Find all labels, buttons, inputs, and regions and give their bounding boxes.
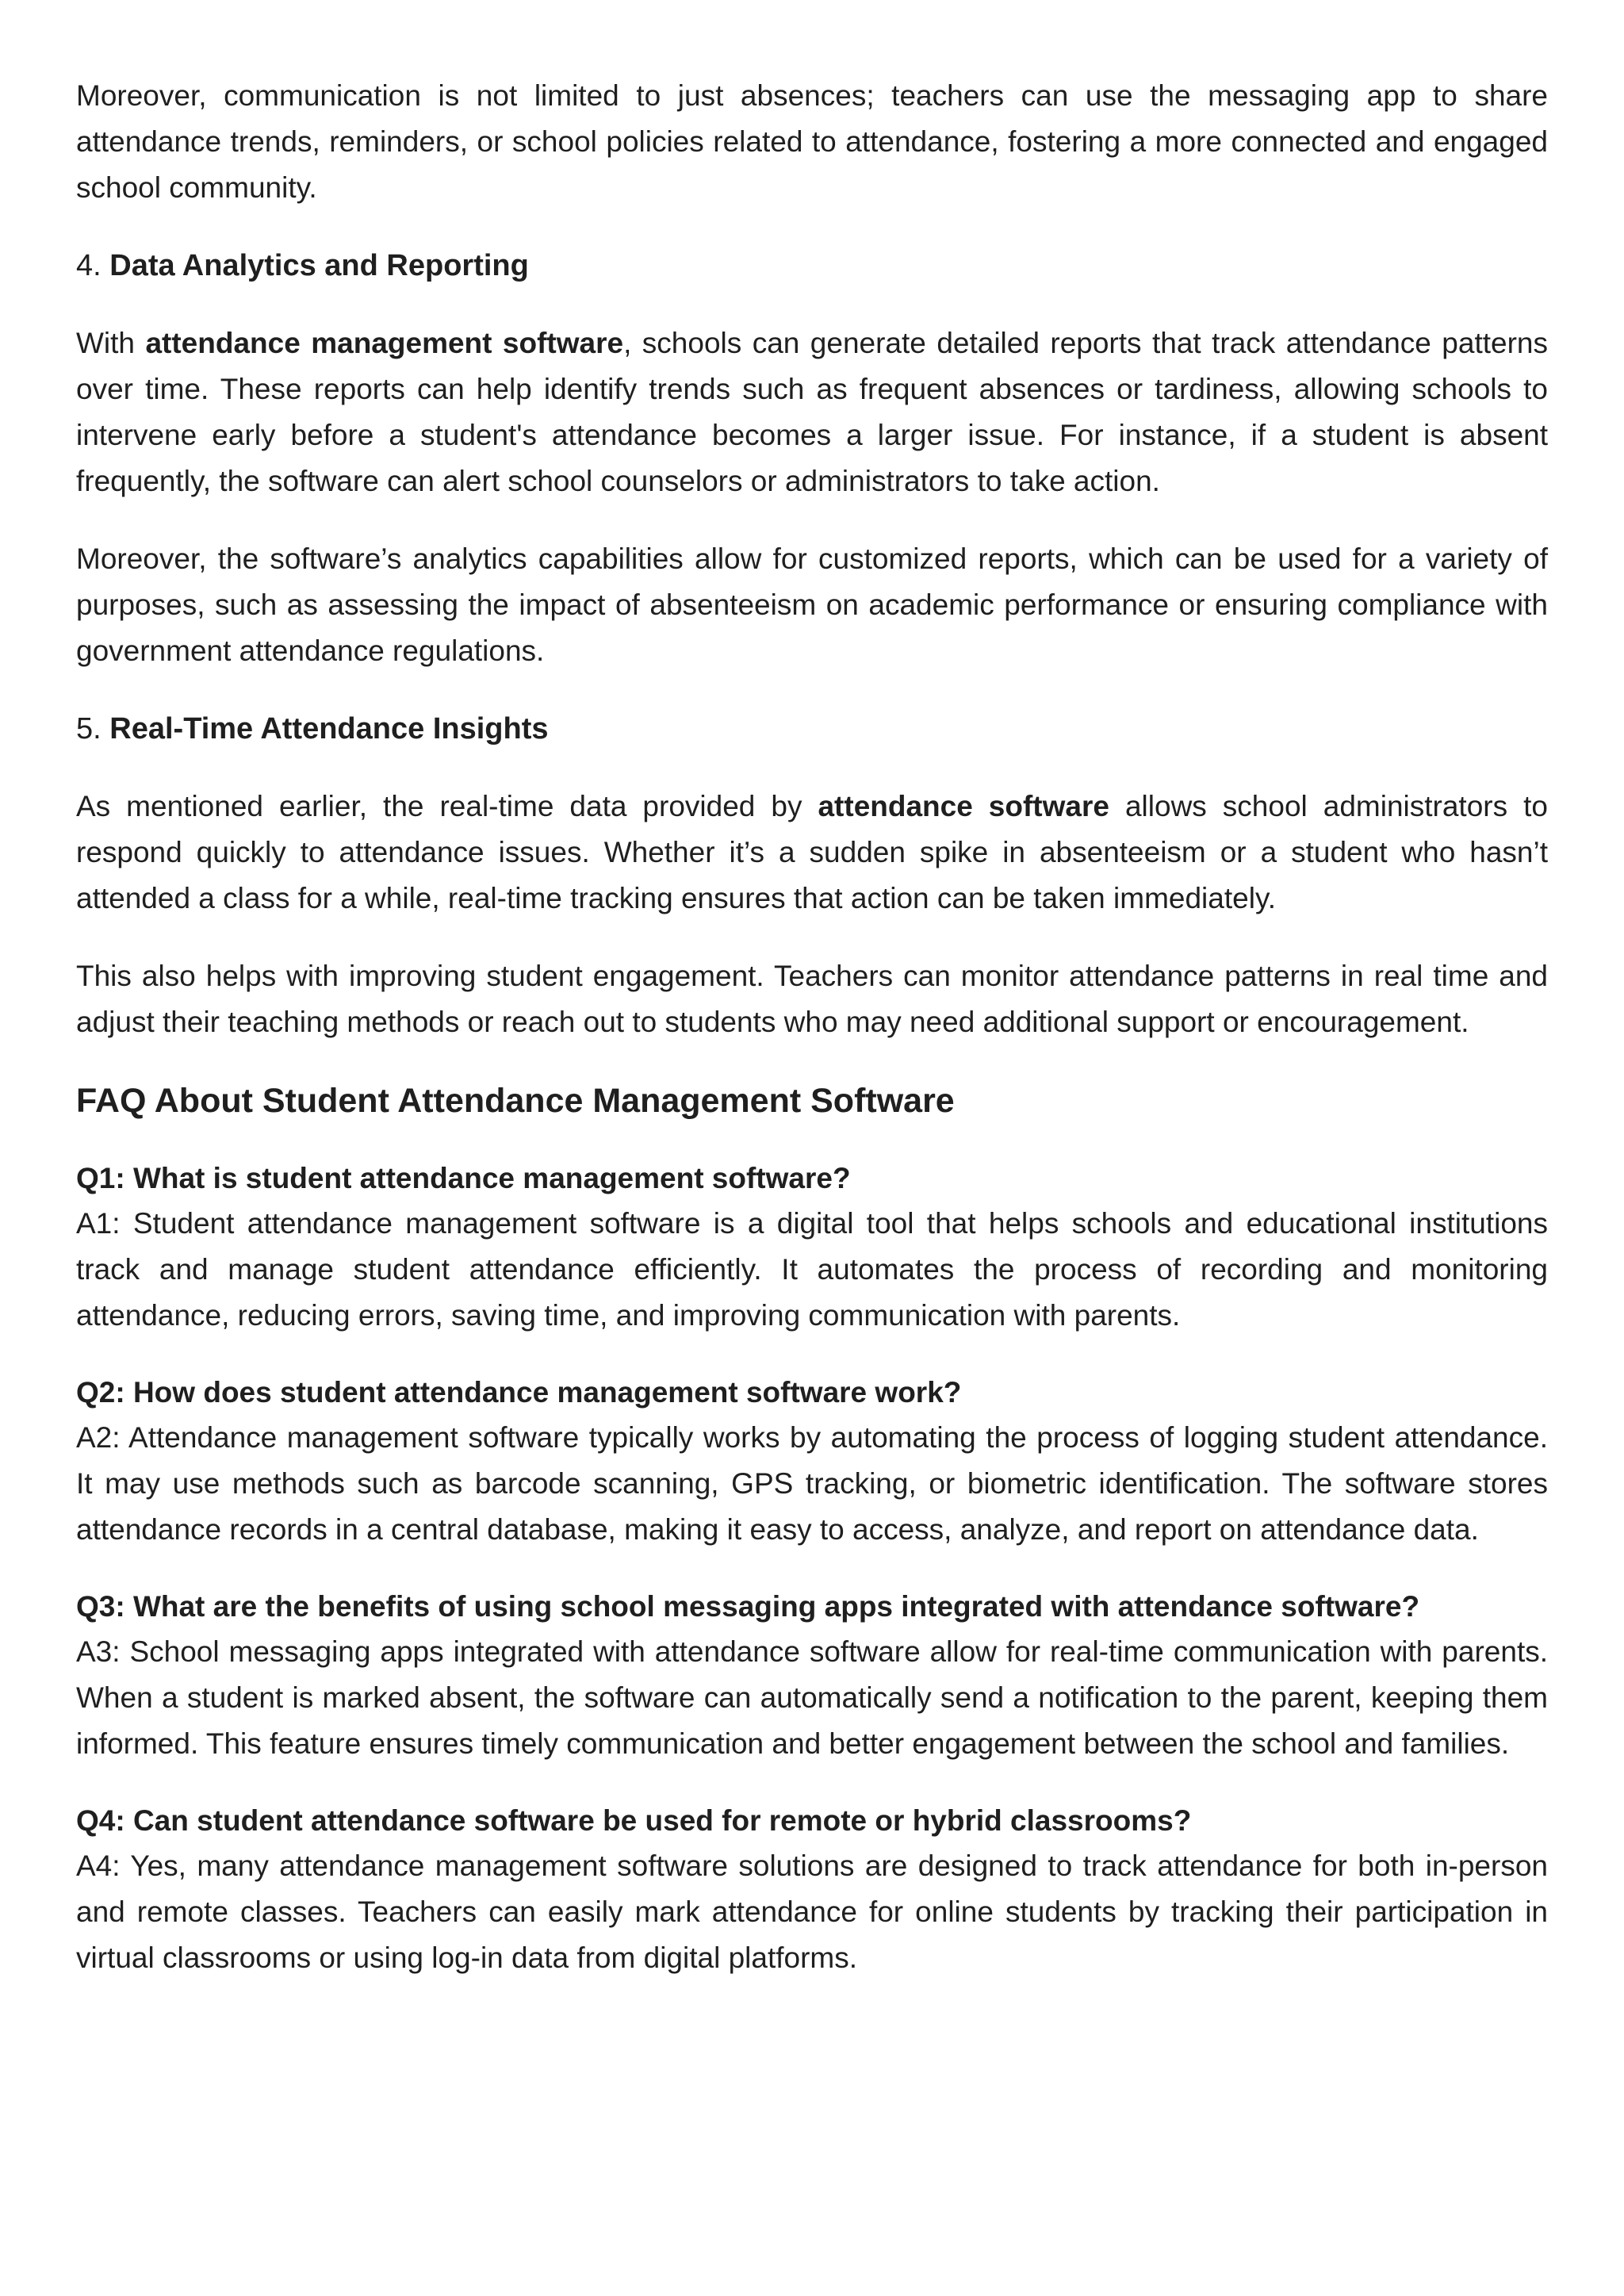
section-5-number: 5.: [76, 712, 102, 746]
faq-answer-2: A2: Attendance management software typically works by automating the process of logging student attendance. It may use methods such as barcode scanning, GPS tracking, or biometric identification. The software stores attendance records in a central database, making it easy to access, analyze, and report on attendance data.: [76, 1421, 1548, 1546]
section-5-p1-bold: attendance software: [818, 790, 1109, 822]
faq-question-1: Q1: What is student attendance management software?: [76, 1162, 851, 1194]
section-4-number: 4.: [76, 249, 102, 282]
faq-question-4: Q4: Can student attendance software be used for remote or hybrid classrooms?: [76, 1804, 1192, 1837]
section-5-heading: [76, 706, 1548, 752]
document-content: [76, 73, 1548, 1981]
intro-paragraph: Moreover, communication is not limited to just absences; teachers can use the messaging app to share attendance trends, reminders, or school policies related to attendance, fostering a more connected and engaged school community.: [76, 79, 1548, 204]
section-4-p1-rest: , schools can generate detailed reports that track attendance patterns over time. These reports can help identify trends such as frequent absences or tardiness, allowing schools to intervene early before a student's attendance becomes a larger issue. For instance, if a student is absent frequently, the software can alert school counselors or administrators to take action.: [76, 327, 1548, 497]
section-5-title: Real-Time Attendance Insights: [109, 712, 549, 746]
faq-answer-4: A4: Yes, many attendance management software solutions are designed to track attendance for both in-person and remote classes. Teachers can easily mark attendance for online students by tracking their participation in virtual classrooms or using log-in data from digital platforms.: [76, 1849, 1548, 1974]
section-5-paragraph-1: [76, 784, 1548, 922]
faq-answer-3: A3: School messaging apps integrated with attendance software allow for real-time communication with parents. When a student is marked absent, the software can automatically send a notification to the parent, keeping them informed. This feature ensures timely communication and better engagement between the school and families.: [76, 1635, 1548, 1760]
section-4-paragraph-1: [76, 320, 1548, 504]
faq-item-2: [76, 1370, 1548, 1553]
section-5-p1-lead: As mentioned earlier, the real-time data provided by: [76, 790, 818, 822]
faq-question-3: Q3: What are the benefits of using school messaging apps integrated with attendance software?: [76, 1590, 1420, 1623]
section-4-p1-bold: attendance management software: [145, 327, 624, 359]
section-5-p1-rest: allows school administrators to respond quickly to attendance issues. Whether it’s a sudden spike in absenteeism or a student who hasn’t attended a class for a while, real-time tracking ensures that action can be taken immediately.: [76, 790, 1548, 914]
faq-item-4: [76, 1799, 1548, 1981]
faq-answer-1: A1: Student attendance management software is a digital tool that helps schools and educational institutions track and manage student attendance efficiently. It automates the process of recording and monitoring attendance, reducing errors, saving time, and improving communication with parents.: [76, 1207, 1548, 1332]
section-4-heading: [76, 243, 1548, 289]
faq-item-3: [76, 1585, 1548, 1767]
faq-title: FAQ About Student Attendance Management Software: [76, 1082, 955, 1120]
section-5-paragraph-2: This also helps with improving student engagement. Teachers can monitor attendance patterns in real time and adjust their teaching methods or reach out to students who may need additional support or encouragement.: [76, 960, 1548, 1038]
faq-item-1: [76, 1156, 1548, 1339]
section-4-title: Data Analytics and Reporting: [109, 249, 529, 282]
section-4-p1-lead: With: [76, 327, 146, 359]
section-4-paragraph-2: Moreover, the software’s analytics capabilities allow for customized reports, which can be used for a variety of purposes, such as assessing the impact of absenteeism on academic performance or ensuring compliance with government attendance regulations.: [76, 542, 1548, 667]
faq-question-2: Q2: How does student attendance management software work?: [76, 1376, 962, 1409]
